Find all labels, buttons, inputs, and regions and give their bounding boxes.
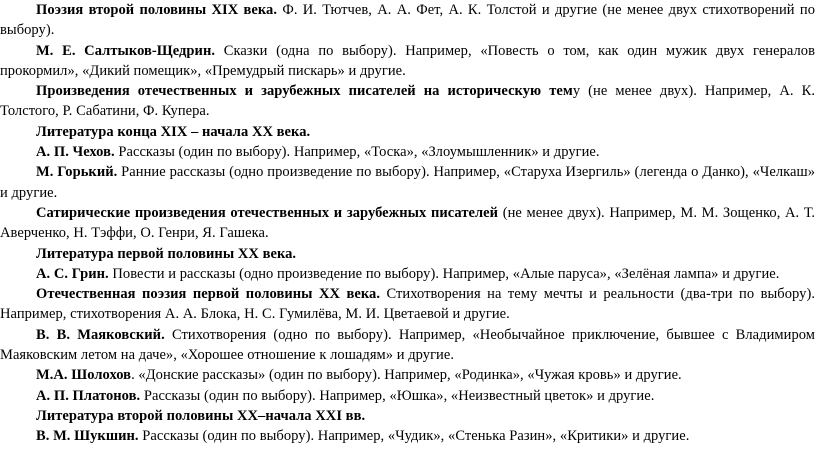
paragraph-mayakovsky: [0, 325, 815, 366]
paragraph-heading: Сатирические произведения отечественных и зарубежных писателей: [36, 204, 499, 221]
paragraph-chekhov: [0, 142, 815, 162]
paragraph-satirical-works: [0, 203, 815, 244]
paragraph-heading: Произведения отечественных и зарубежных писателей на историческую тем: [36, 83, 573, 100]
paragraph-grin: [0, 264, 815, 284]
paragraph-poetry-19th-century: [0, 0, 815, 41]
paragraph-text: Рассказы (один по выбору). Например, «Юшка», «Неизвестный цветок» и другие.: [140, 387, 655, 404]
paragraph-heading: М. Горький.: [36, 164, 118, 181]
paragraph-sholokhov: [0, 365, 815, 385]
section-heading-late-19th-early-20th: [0, 122, 815, 142]
paragraph-text: Ранние рассказы (одно произведение по выбору). Например, «Старуха Изергиль» (легенда о Данко), «Челкаш» и другие.: [0, 164, 816, 201]
paragraph-heading: М. Е. Салтыков-Щедрин.: [36, 42, 216, 59]
paragraph-shukshin: [0, 426, 815, 446]
paragraph-historical-works: [0, 81, 815, 122]
section-heading-second-half-20th: [0, 406, 815, 426]
section-heading-first-half-20th: [0, 244, 815, 264]
paragraph-text: Стихотворения на тему мечты и реальности (два-три по выбору). Например, стихотворения А. А. Блока, Н. С. Гумилёва, М. И. Цветаевой и другие.: [0, 286, 815, 323]
paragraph-text: . «Донские рассказы» (один по выбору). Например, «Родинка», «Чужая кровь» и другие.: [131, 367, 682, 384]
paragraph-text: Повести и рассказы (одно произведение по выбору). Например, «Алые паруса», «Зелёная лампа» и другие.: [108, 265, 780, 282]
paragraph-heading: В. М. Шукшин.: [36, 428, 139, 445]
paragraph-text: Сказки (одна по выбору). Например, «Повесть о том, как один мужик двух генералов прокормил», «Дикий помещик», «Премудрый пискарь» и другие.: [0, 42, 815, 79]
paragraph-heading: А. П. Чехов.: [36, 144, 115, 161]
paragraph-text: Рассказы (один по выбору). Например, «Тоска», «Злоумышленник» и другие.: [114, 144, 600, 161]
paragraph-platonov: [0, 386, 815, 406]
paragraph-text: Рассказы (один по выбору). Например, «Чудик», «Стенька Разин», «Критики» и другие.: [138, 428, 690, 445]
section-heading: Литература первой половины XX века.: [36, 245, 297, 262]
paragraph-russian-poetry-first-half-20th: [0, 284, 815, 325]
paragraph-heading: Поэзия второй половины XIX века.: [36, 2, 278, 18]
paragraph-heading: А. С. Грин.: [36, 265, 109, 282]
paragraph-saltykov-shchedrin: [0, 41, 815, 82]
paragraph-text: у (не менее двух). Например, А. К. Толстого, Р. Сабатини, Ф. Купера.: [0, 83, 816, 120]
section-heading: Литература конца XIX – начала XX века.: [36, 123, 311, 140]
paragraph-heading: М.А. Шолохов: [36, 367, 132, 384]
paragraph-text: Ф. И. Тютчев, А. А. Фет, А. К. Толстой и другие (не менее двух стихотворений по выбору).: [0, 2, 816, 39]
section-heading: Литература второй половины XX–начала XXI вв.: [36, 407, 366, 424]
paragraph-text: Стихотворения (одно по выбору). Например, «Необычайное приключение, бывшее с Владимиром Маяковским летом на даче», «Хорошее отношение к лошадям» и другие.: [0, 326, 815, 364]
paragraph-text: (не менее двух). Например, М. М. Зощенко, А. Т. Аверченко, Н. Тэффи, О. Генри, Я. Гашека.: [0, 204, 815, 242]
paragraph-heading: А. П. Платонов.: [36, 387, 141, 404]
paragraph-heading: Отечественная поэзия первой половины XX века.: [36, 286, 381, 303]
paragraph-heading: В. В. Маяковский.: [36, 326, 165, 343]
paragraph-gorky: [0, 162, 815, 203]
